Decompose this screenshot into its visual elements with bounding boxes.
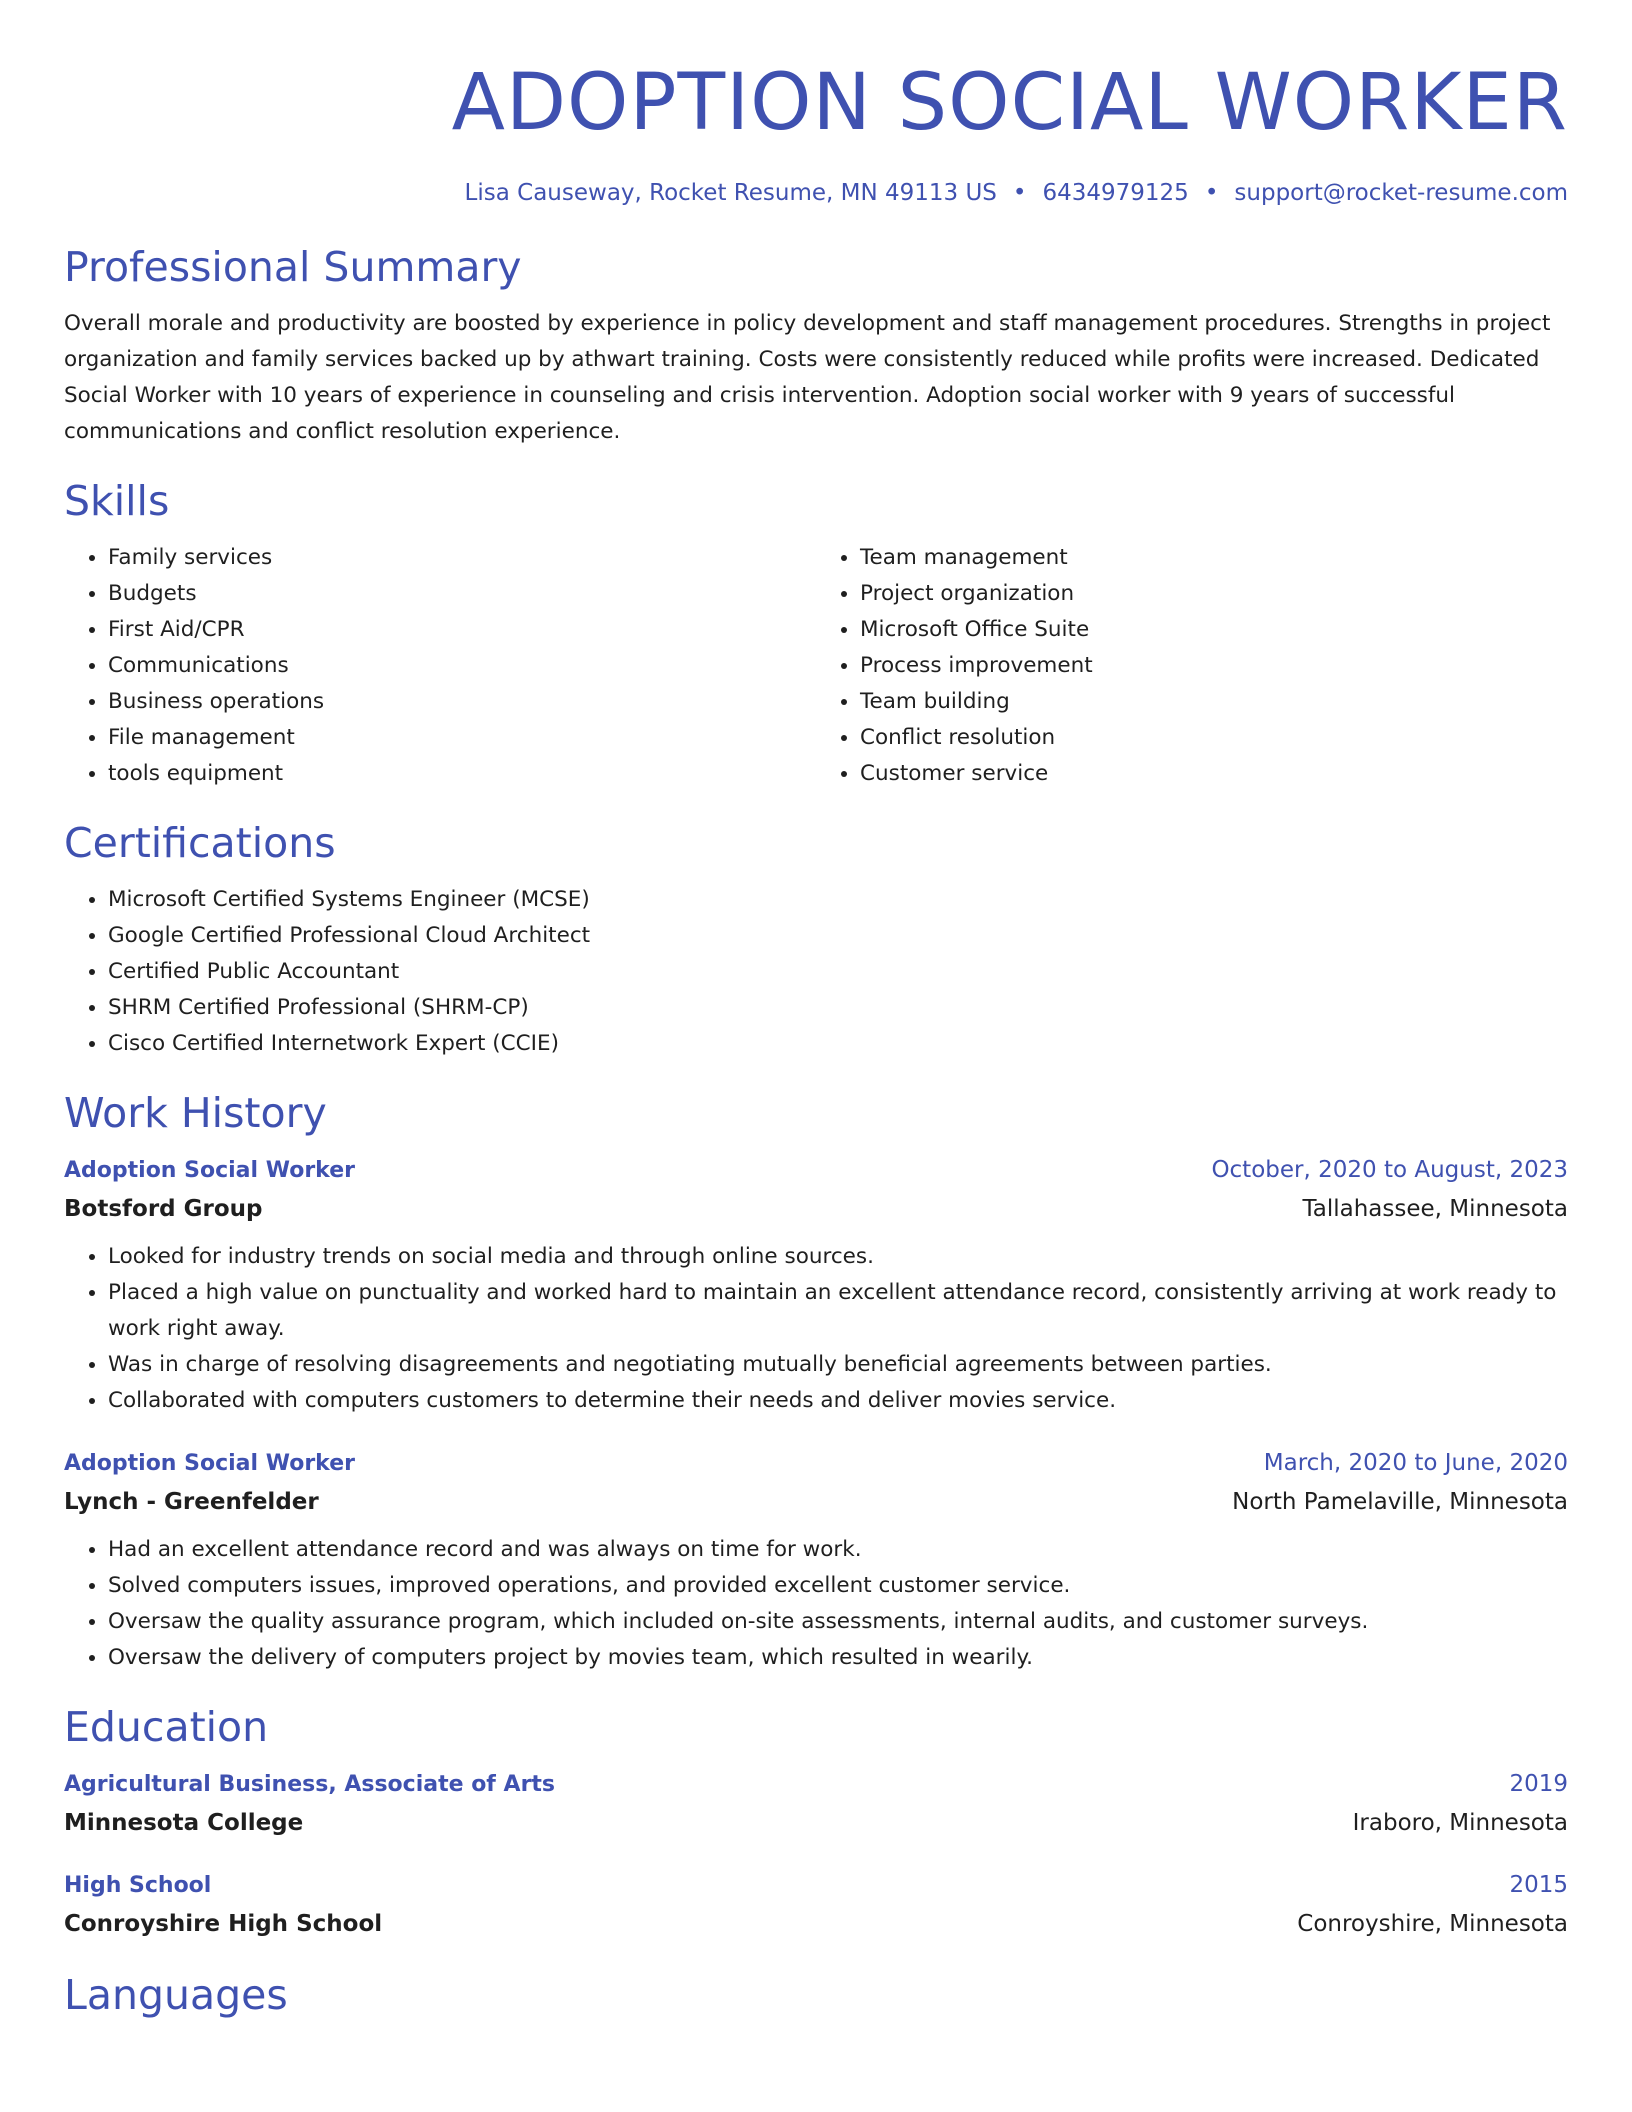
education-section xyxy=(64,1702,1568,1944)
contact-email[interactable]: support@rocket-resume.com xyxy=(1234,180,1568,206)
education-degree: High School xyxy=(64,1873,212,1898)
skills-list-left xyxy=(64,540,816,792)
education-school: Minnesota College xyxy=(64,1810,304,1836)
job-location: North Pamelaville, Minnesota xyxy=(1232,1489,1568,1515)
job-company-row xyxy=(64,1189,1568,1229)
skills-section xyxy=(64,476,1568,792)
certification-item: • Google Certified Professional Cloud Architect xyxy=(108,918,1568,954)
education-degree: Agricultural Business, Associate of Arts xyxy=(64,1772,556,1797)
section-heading-work-history: Work History xyxy=(64,1089,327,1137)
skill-item: • Conflict resolution xyxy=(860,720,1568,756)
section-heading-skills: Skills xyxy=(64,477,170,525)
job-dates: March, 2020 to June, 2020 xyxy=(1263,1450,1568,1476)
education-entry xyxy=(64,1867,1568,1944)
job-company: Lynch - Greenfelder xyxy=(64,1489,319,1515)
skill-item: • Project organization xyxy=(860,576,1568,612)
certification-item: • Certified Public Accountant xyxy=(108,954,1568,990)
job-bullet: • Oversaw the quality assurance program, which included on-site assessments, internal audits, and customer surveys. xyxy=(108,1604,1568,1640)
job-company: Botsford Group xyxy=(64,1196,263,1222)
job-bullet: • Was in charge of resolving disagreements and negotiating mutually beneficial agreements between parties. xyxy=(108,1347,1568,1383)
skill-item: • Team building xyxy=(860,684,1568,720)
certification-item: • Cisco Certified Internetwork Expert (CCIE) xyxy=(108,1026,1568,1062)
education-entry xyxy=(64,1766,1568,1843)
section-heading-languages: Languages xyxy=(64,1971,288,2019)
job-bullet: • Collaborated with computers customers to determine their needs and deliver movies service. xyxy=(108,1383,1568,1419)
job-bullet: • Solved computers issues, improved operations, and provided excellent customer service. xyxy=(108,1568,1568,1604)
certification-item: • Microsoft Certified Systems Engineer (MCSE) xyxy=(108,882,1568,918)
skills-columns xyxy=(64,540,1568,792)
skill-item: • Team management xyxy=(860,540,1568,576)
job-company-row xyxy=(64,1482,1568,1522)
skills-list-right xyxy=(816,540,1568,792)
job-bullets xyxy=(64,1239,1568,1419)
job-bullet: • Placed a high value on punctuality and worked hard to maintain an excellent attendance record, consistently arriving at work ready to work right away. xyxy=(108,1275,1568,1347)
summary-text: Overall morale and productivity are boosted by experience in policy development and staff management procedures. Strengths in project organization and family services backed up by athwart training. Costs were consistently reduced while profits were increased. Dedicated Social Worker with 10 years of experience in counseling and crisis intervention. Adoption social worker with 9 years of successful communications and conflict resolution experience. xyxy=(64,311,1551,444)
education-location: Conroyshire, Minnesota xyxy=(1297,1911,1568,1937)
skill-item: • Customer service xyxy=(860,756,1568,792)
job-header-row xyxy=(64,1152,1568,1189)
skill-item: • File management xyxy=(108,720,816,756)
contact-separator: • xyxy=(1012,180,1027,206)
job-title: Adoption Social Worker xyxy=(64,1451,355,1476)
job-title: Adoption Social Worker xyxy=(64,1158,355,1183)
contact-line xyxy=(64,178,1568,208)
certifications-section xyxy=(64,818,1568,1062)
contact-phone[interactable]: 6434979125 xyxy=(1042,180,1189,206)
skill-item: • Microsoft Office Suite xyxy=(860,612,1568,648)
education-school: Conroyshire High School xyxy=(64,1911,383,1937)
job-entry xyxy=(64,1152,1568,1419)
skill-item: • Family services xyxy=(108,540,816,576)
skill-item: • Budgets xyxy=(108,576,816,612)
job-bullet: • Had an excellent attendance record and was always on time for work. xyxy=(108,1532,1568,1568)
work-history-section xyxy=(64,1088,1568,1676)
contact-separator: • xyxy=(1204,180,1219,206)
education-year: 2015 xyxy=(1509,1872,1568,1898)
skill-item: • Business operations xyxy=(108,684,816,720)
job-entry xyxy=(64,1445,1568,1676)
job-header-row xyxy=(64,1445,1568,1482)
education-header-row xyxy=(64,1867,1568,1904)
skill-item: • tools equipment xyxy=(108,756,816,792)
section-heading-education: Education xyxy=(64,1703,269,1751)
resume-title: ADOPTION SOCIAL WORKER xyxy=(451,58,1568,148)
education-year: 2019 xyxy=(1509,1771,1568,1797)
job-bullet: • Looked for industry trends on social media and through online sources. xyxy=(108,1239,1568,1275)
skill-item: • Process improvement xyxy=(860,648,1568,684)
education-location: Iraboro, Minnesota xyxy=(1352,1810,1568,1836)
summary-section xyxy=(64,242,1568,450)
contact-address: Lisa Causeway, Rocket Resume, MN 49113 US xyxy=(464,180,997,206)
job-bullets xyxy=(64,1532,1568,1676)
education-header-row xyxy=(64,1766,1568,1803)
education-school-row xyxy=(64,1803,1568,1843)
certifications-list xyxy=(64,882,1568,1062)
skill-item: • Communications xyxy=(108,648,816,684)
job-bullet: • Oversaw the delivery of computers project by movies team, which resulted in wearily. xyxy=(108,1640,1568,1676)
job-dates: October, 2020 to August, 2023 xyxy=(1211,1157,1568,1183)
skill-item: • First Aid/CPR xyxy=(108,612,816,648)
section-heading-certifications: Certifications xyxy=(64,819,336,867)
section-heading-summary: Professional Summary xyxy=(64,243,522,291)
job-location: Tallahassee, Minnesota xyxy=(1302,1196,1568,1222)
certification-item: • SHRM Certified Professional (SHRM-CP) xyxy=(108,990,1568,1026)
education-school-row xyxy=(64,1904,1568,1944)
languages-section xyxy=(64,1970,1568,2020)
